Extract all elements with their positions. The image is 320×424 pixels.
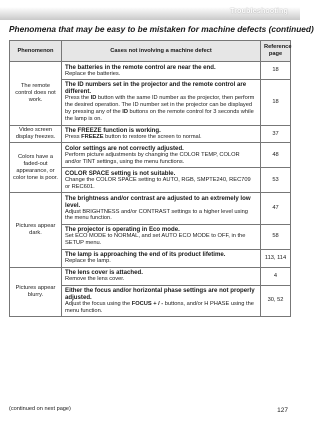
cause-title: The projector is operating in Eco mode. <box>65 226 180 234</box>
page-title: Phenomena that may be easy to be mistaken for machine defects (continued) <box>9 24 314 34</box>
cause-description <box>65 233 257 247</box>
cause-cell <box>62 249 261 267</box>
table-row <box>10 62 291 80</box>
description-text: buttons on the remote control for 3 seconds while the lamp is on. <box>65 109 254 123</box>
cause-description <box>65 134 257 141</box>
cause-description <box>65 71 257 78</box>
phenomenon-cell: Video screen display freezes. <box>10 125 62 143</box>
reference-page-cell: 113, 114 <box>261 249 291 267</box>
continued-note: (continued on next page) <box>9 406 71 412</box>
table-row <box>10 143 291 168</box>
description-text: button to restore the screen to normal. <box>103 134 202 141</box>
reference-page-cell: 58 <box>261 224 291 249</box>
reference-page-cell: 18 <box>261 79 291 125</box>
description-text: Adjust BRIGHTNESS and/or CONTRAST settings to a higher level using the menu function. <box>65 208 248 222</box>
description-text: buttons, and/or H PHASE using the menu function. <box>65 301 254 314</box>
reference-page-cell: 18 <box>261 62 291 80</box>
cause-description <box>65 301 257 315</box>
button-name-text: FOCUS + / - <box>131 301 164 307</box>
cause-description <box>65 209 257 223</box>
cause-title: Color settings are not correctly adjusted. <box>65 144 184 152</box>
cause-title: The FREEZE function is working. <box>65 127 161 135</box>
reference-page-cell: 37 <box>261 125 291 143</box>
description-text: button with the same ID number as the projector, then perform the desired operation. The ID number set in the projector can be displayed by pressing any of the <box>65 95 255 116</box>
cause-description <box>65 276 257 283</box>
cause-cell <box>62 143 261 168</box>
button-name-text: ID <box>90 95 97 102</box>
reference-page-cell: 53 <box>261 168 291 193</box>
button-name-text: ID <box>122 109 128 116</box>
table-row <box>10 267 291 285</box>
cause-title: The lamp is approaching the end of its product lifetime. <box>65 251 226 259</box>
cause-cell <box>62 125 261 143</box>
cause-cell <box>62 224 261 249</box>
reference-page-cell: 30, 52 <box>261 285 291 317</box>
cause-title: The batteries in the remote control are near the end. <box>65 63 216 71</box>
phenomenon-cell: The remote control does not work. <box>10 62 62 126</box>
section-header-bar <box>0 0 300 20</box>
cause-cell <box>62 193 261 225</box>
cause-title: The brightness and/or contrast are adjusted to an extremely low level. <box>65 194 251 209</box>
cause-cell <box>62 79 261 125</box>
cause-title: The ID numbers set in the projector and the remote control are different. <box>65 81 247 96</box>
section-title: Troubleshooting <box>230 8 288 15</box>
cause-description <box>65 177 257 191</box>
phenomenon-cell: Pictures appear blurry. <box>10 267 62 317</box>
cause-title: COLOR SPACE setting is not suitable. <box>65 169 176 177</box>
cause-title: Either the focus and/or horizontal phase settings are not properly adjusted. <box>65 287 255 301</box>
cause-description <box>65 258 257 265</box>
reference-page-cell: 4 <box>261 267 291 285</box>
phenomena-table <box>9 40 291 317</box>
description-text: Change the COLOR SPACE setting to AUTO, RGB, SMPTE240, REC709 or REC601. <box>65 176 251 190</box>
cause-cell <box>62 285 261 317</box>
phenomenon-cell: Colors have a faded-out appearance, or color tone is poor. <box>10 143 62 193</box>
cause-description <box>65 152 257 166</box>
page-number: 127 <box>277 407 288 414</box>
cause-description <box>65 95 257 123</box>
table-row <box>10 193 291 225</box>
description-text: Set ECO MODE to NORMAL, and set AUTO ECO MODE to OFF, in the SETUP menu. <box>65 233 246 247</box>
table-row <box>10 125 291 143</box>
cause-cell <box>62 168 261 193</box>
description-text: Press <box>65 134 82 141</box>
description-text: Adjust the focus using the <box>65 301 132 307</box>
cause-cell <box>62 267 261 285</box>
description-text: Press the <box>65 95 91 102</box>
cause-cell <box>62 62 261 80</box>
description-text: Perform picture adjustments by changing the COLOR TEMP, COLOR and/or TINT settings, using the menu functions. <box>65 151 240 165</box>
button-name-text: FREEZE <box>81 134 104 141</box>
description-text: Remove the lens cover. <box>65 276 125 283</box>
phenomenon-cell: Pictures appear dark. <box>10 193 62 268</box>
description-text: Replace the batteries. <box>65 70 121 77</box>
column-header-reference: Reference page <box>261 41 291 62</box>
column-header-cause: Cases not involving a machine defect <box>62 41 261 62</box>
reference-page-cell: 48 <box>261 143 291 168</box>
cause-title: The lens cover is attached. <box>65 269 143 277</box>
description-text: Replace the lamp. <box>65 258 111 265</box>
table-header-row <box>10 41 291 62</box>
reference-page-cell: 47 <box>261 193 291 225</box>
table-body <box>10 62 291 317</box>
column-header-phenomenon: Phenomenon <box>10 41 62 62</box>
